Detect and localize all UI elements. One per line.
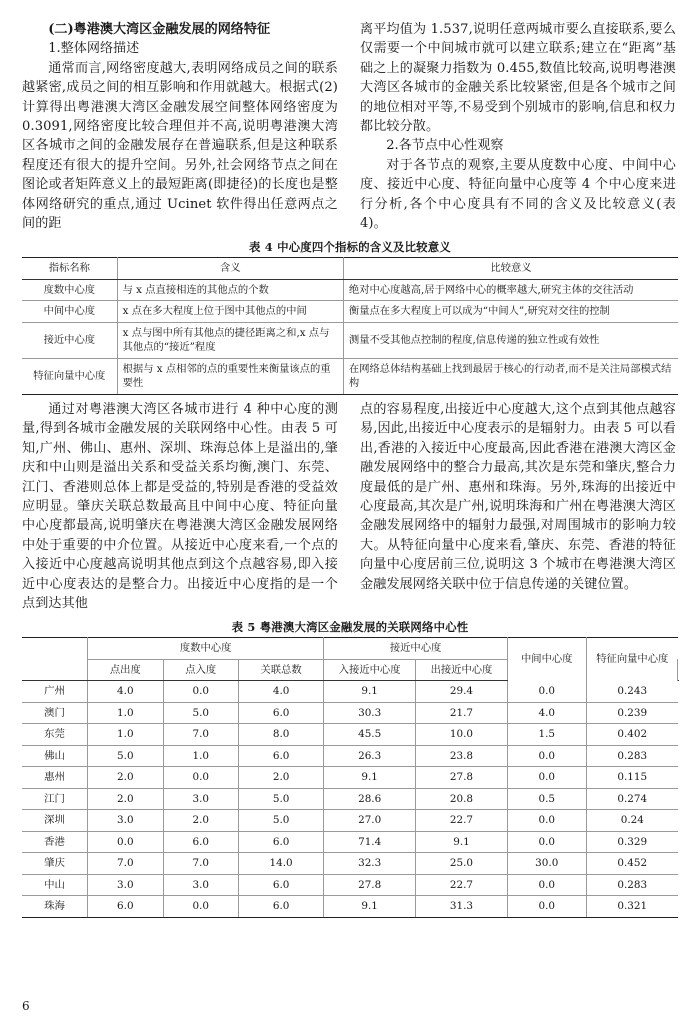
table5-out-degree: 7.0 <box>88 853 163 875</box>
table5-betweenness: 0.0 <box>507 681 586 703</box>
table5-city: 广州 <box>22 681 88 703</box>
table5-betweenness: 0.0 <box>507 810 586 832</box>
table-row <box>22 767 678 789</box>
table-row <box>22 896 678 918</box>
table5-out-closeness: 25.0 <box>416 853 508 875</box>
table5-in-closeness: 27.0 <box>324 810 416 832</box>
table5-out-degree: 4.0 <box>88 681 163 703</box>
table5-in-degree: 7.0 <box>163 853 238 875</box>
table5-out-closeness: 21.7 <box>416 702 508 724</box>
table5-sub-total: 关联总数 <box>238 659 323 681</box>
table4-indicator-meaning: 与 x 点直接相连的其他点的个数 <box>117 279 343 301</box>
table5-betweenness: 0.0 <box>507 831 586 853</box>
table5-total: 6.0 <box>238 702 323 724</box>
table5-out-degree: 0.0 <box>88 831 163 853</box>
table5-in-degree: 3.0 <box>163 874 238 896</box>
right-paragraph-2: 对于各节点的观察,主要从度数中心度、中间中心度、接近中心度、特征向量中心度等 4 个中心度来进行分析,各个中心度具有不同的含义及比较意义(表 4)。 <box>360 157 676 232</box>
table5-out-closeness: 22.7 <box>416 810 508 832</box>
table5-eigenvector: 0.402 <box>586 724 678 746</box>
table5-eigenvector: 0.243 <box>586 681 678 703</box>
subsection-heading-2: 2.各节点中心性观察 <box>386 138 504 154</box>
left-column-middle <box>22 400 338 613</box>
table5-in-closeness: 9.1 <box>324 681 416 703</box>
table4-indicator-compare: 绝对中心度越高,居于网络中心的概率越大,研究主体的交往活动 <box>343 279 678 301</box>
table5-in-closeness: 27.8 <box>324 874 416 896</box>
table5-out-degree: 1.0 <box>88 724 163 746</box>
table5-in-closeness: 71.4 <box>324 831 416 853</box>
table5-total: 6.0 <box>238 831 323 853</box>
table4-indicator-meaning: 根据与 x 点相邻的点的重要性来衡量该点的重要性 <box>117 358 343 394</box>
table4-indicator-compare: 衡量点在多大程度上可以成为“中间人”,研究对交往的控制 <box>343 301 678 323</box>
table5-sub-in-degree: 点入度 <box>163 659 238 681</box>
middle-text-columns <box>22 400 678 613</box>
table5-out-degree: 3.0 <box>88 874 163 896</box>
table5-out-closeness: 23.8 <box>416 745 508 767</box>
table4-caption: 表 4 中心度四个指标的含义及比较意义 <box>249 240 451 255</box>
table5-out-closeness: 29.4 <box>416 681 508 703</box>
table-row <box>22 831 678 853</box>
table5-betweenness: 0.0 <box>507 767 586 789</box>
table5-out-closeness: 22.7 <box>416 874 508 896</box>
table5-in-degree: 7.0 <box>163 724 238 746</box>
table5-city: 澳门 <box>22 702 88 724</box>
table5-in-degree: 0.0 <box>163 767 238 789</box>
table4-indicator-meaning: x 点与图中所有其他点的捷径距离之和,x 点与其他点的“接近”程度 <box>117 322 343 358</box>
table-row <box>22 745 678 767</box>
table5-group-closeness: 接近中心度 <box>324 638 508 660</box>
page-number: 6 <box>22 999 30 1013</box>
table5-group-header-row <box>22 638 678 660</box>
table5-city: 珠海 <box>22 896 88 918</box>
table5-in-closeness: 9.1 <box>324 767 416 789</box>
table4-indicator-name: 度数中心度 <box>22 279 117 301</box>
table5-in-degree: 6.0 <box>163 831 238 853</box>
table5-betweenness: 4.0 <box>507 702 586 724</box>
table5-sub-out-degree: 点出度 <box>88 659 163 681</box>
table4-col-header-name: 指标名称 <box>22 258 117 280</box>
table5-city: 香港 <box>22 831 88 853</box>
table4-indicator-name: 特征向量中心度 <box>22 358 117 394</box>
table5-city: 江门 <box>22 788 88 810</box>
table5-out-degree: 2.0 <box>88 767 163 789</box>
table5-sub-out-closeness: 出接近中心度 <box>416 659 508 681</box>
table5-in-degree: 1.0 <box>163 745 238 767</box>
table5-eigenvector: 0.24 <box>586 810 678 832</box>
table5-eigenvector: 0.452 <box>586 853 678 875</box>
table5-group-betweenness: 中间中心度 <box>507 638 586 681</box>
left-column-top <box>22 20 338 233</box>
table5-city-header <box>22 659 88 681</box>
table5-total: 5.0 <box>238 810 323 832</box>
table5-group-degree: 度数中心度 <box>88 638 324 660</box>
table5-out-closeness: 10.0 <box>416 724 508 746</box>
table-row <box>22 301 678 323</box>
table5-total: 4.0 <box>238 681 323 703</box>
table5-in-degree: 3.0 <box>163 788 238 810</box>
table5-out-closeness: 9.1 <box>416 831 508 853</box>
table5-out-degree: 2.0 <box>88 788 163 810</box>
table5-in-closeness: 45.5 <box>324 724 416 746</box>
table5-out-closeness: 31.3 <box>416 896 508 918</box>
table5-in-degree: 2.0 <box>163 810 238 832</box>
table5-eigenvector: 0.329 <box>586 831 678 853</box>
table-row <box>22 279 678 301</box>
table5 <box>22 637 678 918</box>
table5-in-closeness: 28.6 <box>324 788 416 810</box>
table5-in-degree: 0.0 <box>163 681 238 703</box>
table5-in-closeness: 9.1 <box>324 896 416 918</box>
table5-eigenvector: 0.239 <box>586 702 678 724</box>
table4-indicator-name: 接近中心度 <box>22 322 117 358</box>
table5-eigenvector: 0.283 <box>586 874 678 896</box>
table5-total: 8.0 <box>238 724 323 746</box>
table4-header-row <box>22 258 678 280</box>
right-column-top <box>360 20 676 233</box>
table-row <box>22 724 678 746</box>
table5-city: 惠州 <box>22 767 88 789</box>
table-row <box>22 358 678 394</box>
left-paragraph-2: 通过对粤港澳大湾区各城市进行 4 种中心度的测量,得到各城市金融发展的关联网络中心性。由表 5 可知,广州、佛山、惠州、深圳、珠海总体上是溢出的,肇庆和中山则是溢出关系和受益关系均衡,澳门、东莞、江门、香港则总体上都是受益的,特别是香港的受益效应明显。肇庆关联总数最高且中间中心度、特征向量中心度都最高,说明肇庆在粤港澳大湾区金融发展网络中处于重要的中介位置。从接近中心度来看,一个点的入接近中心度越高说明其他点到这个点越容易,即入接近中心度表达的是整合力。出接近中心度指的是一个点到达其他 <box>22 401 338 612</box>
table4-col-header-meaning: 含义 <box>117 258 343 280</box>
table-row <box>22 810 678 832</box>
left-paragraph-1: 通常而言,网络密度越大,表明网络成员之间的联系越紧密,成员之间的相互影响和作用就越大。根据式(2)计算得出粤港澳大湾区金融发展空间整体网络密度为 0.3091,网络密度比较合理但并不高,说明粤港澳大湾区各城市之间的金融发展存在普遍联系,但是这种联系程度还有很大的提升空间。另外,社会网络节点之间在图论或者矩阵意义上的最短距离(即捷径)的长度也是整体网络研究的重点,通过 Ucinet 软件得出任意两点之间的距 <box>22 60 338 232</box>
table5-total: 2.0 <box>238 767 323 789</box>
table5-betweenness: 0.5 <box>507 788 586 810</box>
table-row <box>22 853 678 875</box>
table5-betweenness: 0.0 <box>507 896 586 918</box>
table5-total: 5.0 <box>238 788 323 810</box>
table4-indicator-compare: 在网络总体结构基础上找到最居于核心的行动者,而不是关注局部模式结构 <box>343 358 678 394</box>
subsection-heading-1: 1.整体网络描述 <box>48 41 140 57</box>
section-heading: (二)粤港澳大湾区金融发展的网络特征 <box>48 22 271 37</box>
table5-in-closeness: 32.3 <box>324 853 416 875</box>
right-column-middle <box>360 400 676 613</box>
table5-eigenvector: 0.274 <box>586 788 678 810</box>
table5-in-degree: 0.0 <box>163 896 238 918</box>
top-text-columns <box>22 20 678 233</box>
table5-betweenness: 30.0 <box>507 853 586 875</box>
table4-indicator-meaning: x 点在多大程度上位于图中其他点的中间 <box>117 301 343 323</box>
table-row <box>22 681 678 703</box>
table-row <box>22 322 678 358</box>
table5-eigenvector: 0.321 <box>586 896 678 918</box>
table4 <box>22 257 678 395</box>
table5-out-degree: 3.0 <box>88 810 163 832</box>
table5-in-degree: 5.0 <box>163 702 238 724</box>
table4-indicator-compare: 测量不受其他点控制的程度,信息传递的独立性或有效性 <box>343 322 678 358</box>
table5-in-closeness: 26.3 <box>324 745 416 767</box>
right-paragraph-3: 点的容易程度,出接近中心度越大,这个点到其他点越容易,因此,出接近中心度表示的是辐射力。由表 5 可以看出,香港的入接近中心度最高,因此香港在港澳大湾区金融发展网络中的整合力最高,其次是东莞和肇庆,整合力度最低的是广州、惠州和珠海。另外,珠海的出接近中心度最高,其次是广州,说明珠海和广州在粤港澳大湾区金融发展网络中的辐射力最强,对周围城市的影响力较大。从特征向量中心度来看,肇庆、东莞、香港的特征向量中心度居前三位,说明这 3 个城市在粤港澳大湾区金融发展网络关联中位于信息传递的关键位置。 <box>360 401 676 592</box>
table5-eigenvector: 0.115 <box>586 767 678 789</box>
table5-body <box>22 681 678 918</box>
table5-total: 6.0 <box>238 896 323 918</box>
table5-corner-blank <box>22 638 88 660</box>
table5-out-degree: 5.0 <box>88 745 163 767</box>
table5-city: 佛山 <box>22 745 88 767</box>
table5-city: 中山 <box>22 874 88 896</box>
right-paragraph-1: 离平均值为 1.537,说明任意两城市要么直接联系,要么仅需要一个中间城市就可以建立联系;建立在“距离”基础之上的凝聚力指数为 0.455,数值比较高,说明粤港澳大湾区各城市的金融关系比较紧密,但是各个城市之间的地位相对平等,不易受到个别城市的影响,信息和权力都比较分散。 <box>360 22 676 135</box>
table4-col-header-compare: 比较意义 <box>343 258 678 280</box>
table5-city: 东莞 <box>22 724 88 746</box>
table5-sub-in-closeness: 入接近中心度 <box>324 659 416 681</box>
table5-city: 深圳 <box>22 810 88 832</box>
table5-betweenness: 0.0 <box>507 745 586 767</box>
table-row <box>22 788 678 810</box>
table5-out-closeness: 20.8 <box>416 788 508 810</box>
table5-caption: 表 5 粤港澳大湾区金融发展的关联网络中心性 <box>231 620 469 635</box>
table5-eigenvector: 0.283 <box>586 745 678 767</box>
table5-total: 6.0 <box>238 745 323 767</box>
table5-betweenness: 0.0 <box>507 874 586 896</box>
table5-in-closeness: 30.3 <box>324 702 416 724</box>
table5-total: 6.0 <box>238 874 323 896</box>
table4-indicator-name: 中间中心度 <box>22 301 117 323</box>
table5-out-closeness: 27.8 <box>416 767 508 789</box>
table5-group-eigenvector: 特征向量中心度 <box>586 638 678 681</box>
table5-total: 14.0 <box>238 853 323 875</box>
table5-betweenness: 1.5 <box>507 724 586 746</box>
table-row <box>22 874 678 896</box>
table5-out-degree: 6.0 <box>88 896 163 918</box>
table5-out-degree: 1.0 <box>88 702 163 724</box>
table-row <box>22 702 678 724</box>
table5-city: 肇庆 <box>22 853 88 875</box>
